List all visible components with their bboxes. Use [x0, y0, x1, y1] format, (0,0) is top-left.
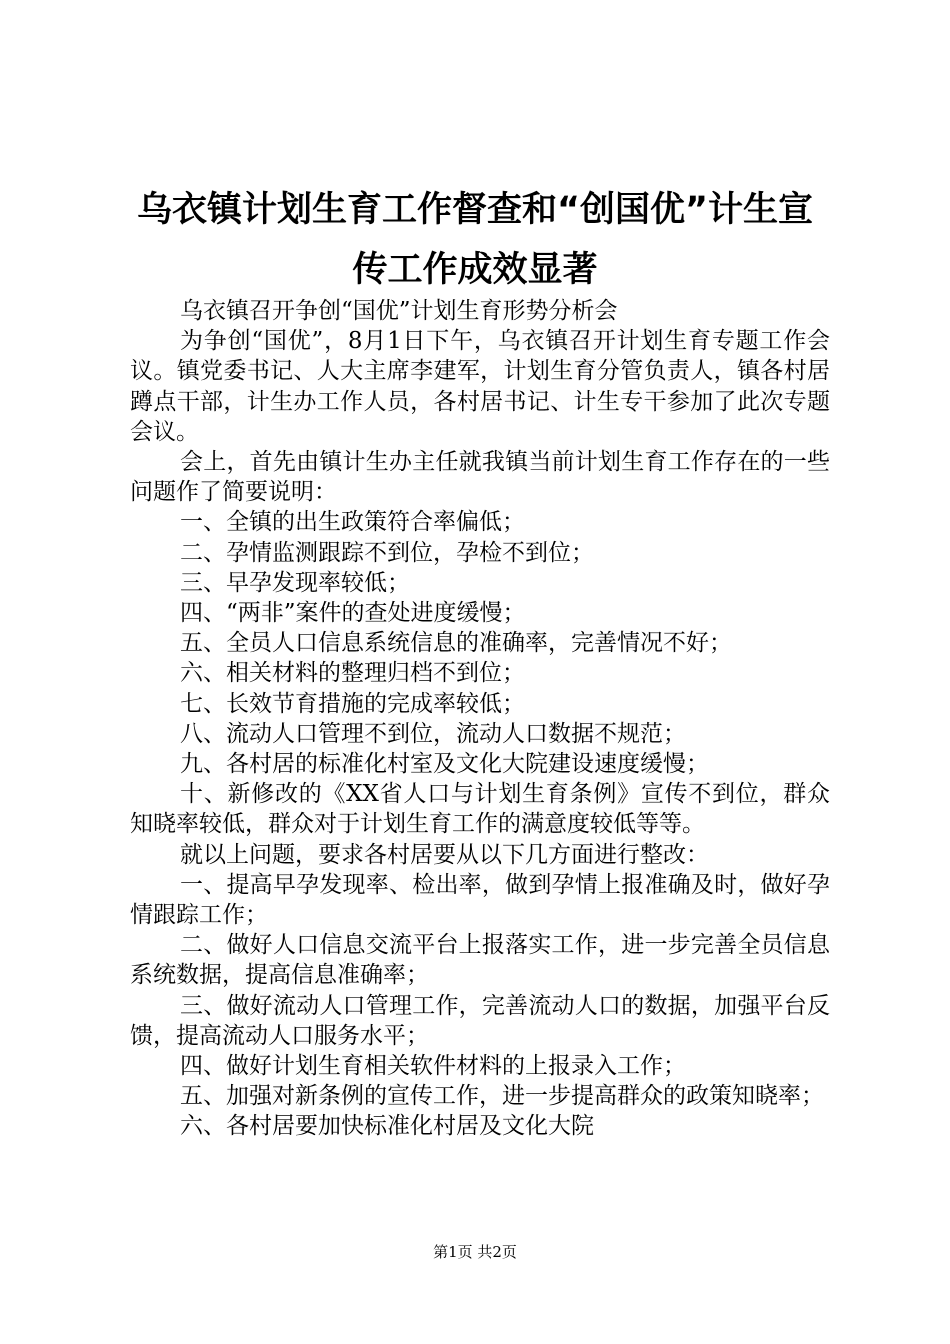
list-item: 六、相关材料的整理归档不到位；	[180, 660, 525, 687]
list-item: 一、全镇的出生政策符合率偏低；	[180, 509, 525, 536]
list-item: 五、加强对新条例的宣传工作，进一步提高群众的政策知晓率；	[180, 1083, 824, 1110]
list-item: 二、做好人口信息交流平台上报落实工作，进一步完善全员信息系统数据，提高信息准确率；	[130, 932, 830, 989]
document-title-line-1: 乌衣镇计划生育工作督查和“创国优”计生宣	[136, 190, 813, 230]
list-item: 二、孕情监测跟踪不到位，孕检不到位；	[180, 539, 594, 566]
list-item: 八、流动人口管理不到位，流动人口数据不规范；	[180, 720, 686, 747]
list-item: 三、做好流动人口管理工作，完善流动人口的数据，加强平台反馈，提高流动人口服务水平；	[130, 992, 830, 1049]
list-item: 七、长效节育措施的完成率较低；	[180, 690, 525, 717]
paragraph: 为争创“国优”，8月1日下午，乌衣镇召开计划生育专题工作会议。镇党委书记、人大主席李建军，计划生育分管负责人，镇各村居蹲点干部，计生办工作人员，各村居书记、计生专干参加了此次专题会议。	[130, 328, 830, 445]
list-item: 十、新修改的《XX省人口与计划生育条例》宣传不到位，群众知晓率较低，群众对于计划生育工作的满意度较低等等。	[130, 781, 830, 838]
list-item: 四、做好计划生育相关软件材料的上报录入工作；	[180, 1053, 686, 1080]
list-item: 一、提高早孕发现率、检出率，做到孕情上报准确及时，做好孕情跟踪工作；	[130, 871, 830, 929]
paragraph: 就以上问题，要求各村居要从以下几方面进行整改：	[180, 841, 709, 868]
paragraph: 会上，首先由镇计生办主任就我镇当前计划生育工作存在的一些问题作了简要说明：	[130, 449, 830, 506]
paragraph-subtitle: 乌衣镇召开争创“国优”计划生育形势分析会	[180, 298, 618, 324]
document-title-line-2: 传工作成效显著	[352, 250, 598, 290]
list-item: 五、全员人口信息系统信息的准确率，完善情况不好；	[180, 630, 732, 657]
list-item: 九、各村居的标准化村室及文化大院建设速度缓慢；	[180, 751, 709, 778]
page-footer: 第1页 共2页	[433, 1243, 517, 1261]
document-body	[130, 296, 830, 1142]
list-item: 三、早孕发现率较低；	[180, 569, 410, 596]
list-item: 六、各村居要加快标准化村居及文化大院	[180, 1113, 594, 1140]
list-item: 四、“两非”案件的查处进度缓慢；	[180, 600, 526, 627]
